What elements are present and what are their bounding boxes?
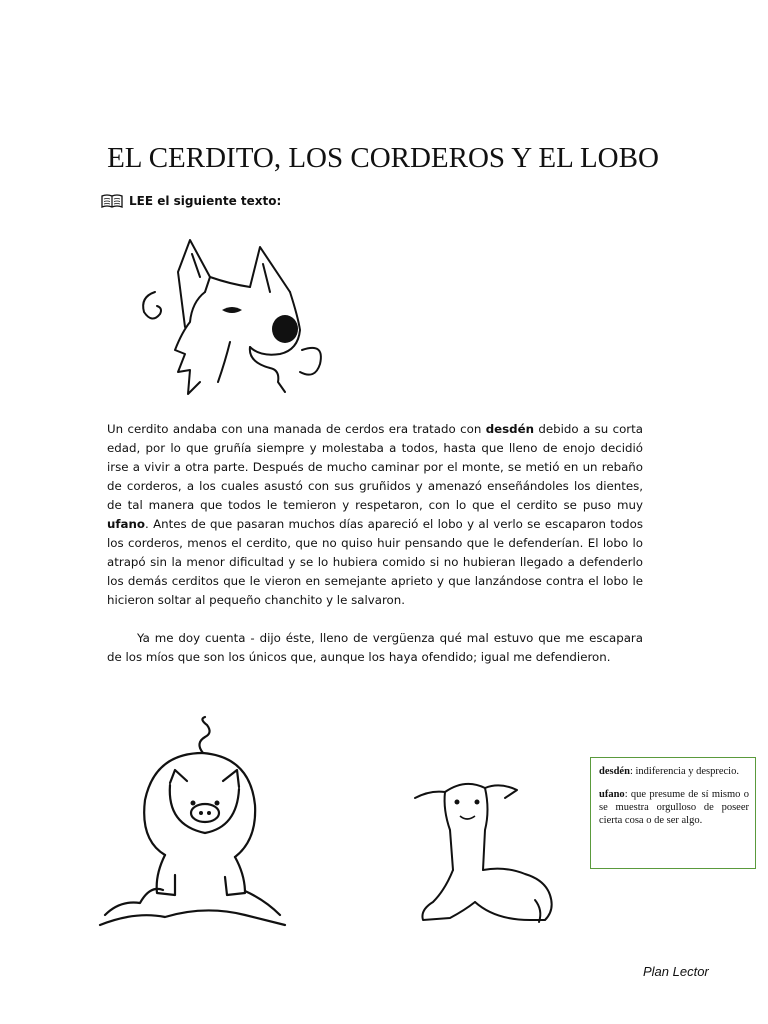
wolf-illustration	[130, 232, 330, 412]
open-book-icon	[101, 193, 123, 209]
footer-label: Plan Lector	[643, 964, 709, 979]
pig-illustration	[95, 715, 290, 930]
story-paragraph-2: Ya me doy cuenta - dijo éste, lleno de vergüenza qué mal estuvo que me escapara de los míos que son los únicos que, aunque los haya ofendido; igual me defendieron.	[107, 631, 643, 664]
instruction-text: LEE el siguiente texto:	[129, 194, 282, 208]
glossary-box	[590, 757, 756, 869]
story-paragraph-1: Un cerdito andaba con una manada de cerdos era tratado con desdén debido a su corta edad, por lo que gruñía siempre y molestaba a todos, hasta que lleno de enojo decidió irse a vivir a otra parte. Después de mucho caminar por el monte, se metió en un rebaño de corderos, a los cuales asustó con sus gruñidos y amenazó enseñándoles los dientes, de tal manera que todos le temieron y respetaron, con lo que el cerdito se puso muy ufano. Antes de que pasaran muchos días apareció el lobo y al verlo se escaparon todos los corderos, menos el cerdito, que no quiso huir pensando que le defenderían. El lobo lo atrapó sin la menor dificultad y se lo hubiera comido si no hubieran llegado a defenderlo los demás cerditos que le vieron en semejante aprieto y que lanzándose contra el lobo le hicieron soltar al pequeño chanchito y le salvaron.	[107, 422, 643, 607]
term-ufano: ufano	[107, 517, 145, 531]
story-text	[107, 420, 643, 667]
instruction	[101, 193, 281, 209]
term-desden: desdén	[485, 422, 534, 436]
page-title: EL CERDITO, LOS CORDEROS Y EL LOBO	[107, 142, 659, 174]
glossary-entry: desdén: indiferencia y desprecio.	[599, 766, 739, 777]
lamb-illustration	[405, 770, 565, 930]
glossary-entry: ufano: que presume de sí mismo o se muestra orgulloso de poseer cierta cosa o de ser algo.	[599, 789, 749, 826]
